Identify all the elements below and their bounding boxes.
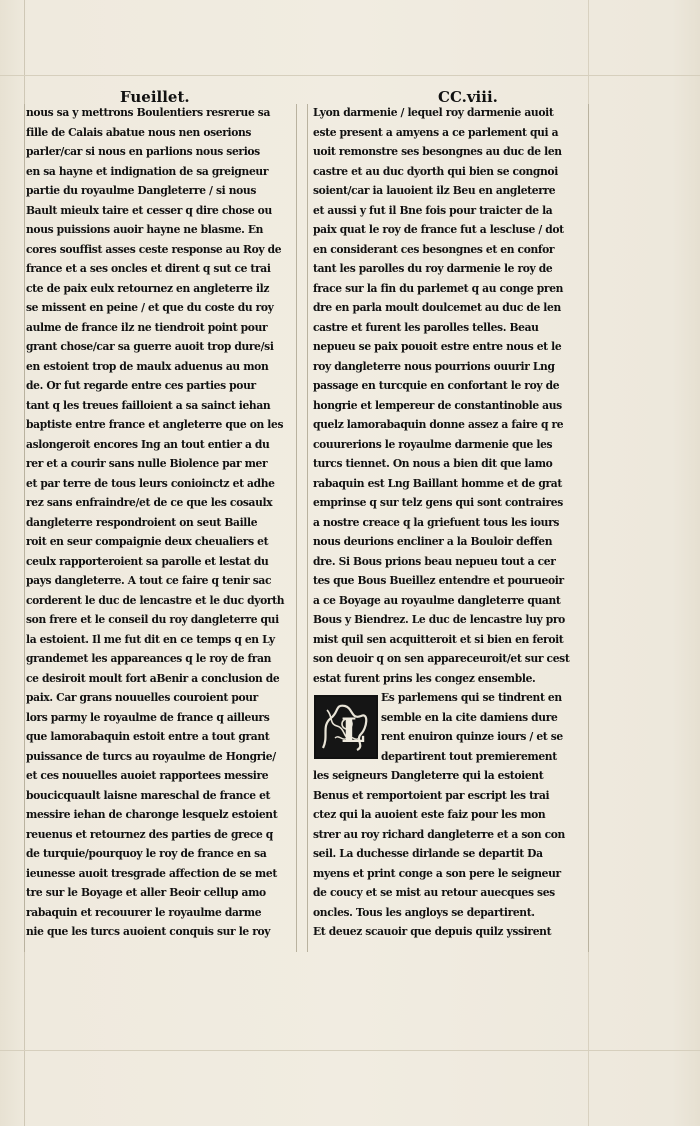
text-line: aslongeroit encores Ing an tout entier a du	[26, 437, 270, 451]
text-line: les seigneurs Dangleterre qui la estoient	[313, 769, 544, 782]
text-line: aulme de france ilz ne tiendroit point pour	[26, 320, 268, 334]
text-line: tant les parolles du roy darmenie le roy de	[313, 262, 553, 275]
text-line: ce desiroit moult fort aBenir a conclusion de	[26, 671, 280, 685]
text-line: tre sur le Boyage et aller Beoir cellup amo	[26, 886, 266, 899]
text-line: soient/car ia lauoient ilz Beu en angleterre	[313, 184, 556, 197]
text-line: quelz lamorabaquin donne assez a faire q re	[313, 418, 564, 431]
text-line: tes que Bous Bueillez entendre et pourueoir	[313, 574, 564, 587]
text-line: en estoient trop de maulx aduenus au mon	[26, 359, 269, 373]
text-line: dangleterre respondroient on seut Baille	[26, 515, 258, 529]
text-line: roit en seur compaignie deux cheualiers et	[26, 535, 269, 548]
text-line: ceulx rapporteroient sa parolle et lestat du	[26, 554, 269, 568]
middle-column-rule-b	[307, 104, 308, 952]
text-line: a ce Boyage au royaulme dangleterre quant	[313, 593, 561, 607]
text-line: et par terre de tous leurs conioinctz et adhe	[26, 476, 275, 490]
left-text-column	[26, 103, 298, 942]
text-line: ieunesse auoit tresgrade affection de se met	[26, 866, 277, 880]
text-line: boucicquault laisne mareschal de france et	[26, 788, 271, 802]
text-line: strer au roy richard dangleterre et a son con	[313, 827, 565, 841]
text-line: oncles. Tous les angloys se departirent.	[313, 905, 535, 919]
text-line: castre et au duc dyorth qui bien se congnoi	[313, 164, 558, 178]
text-line: Es parlemens qui se tindrent en	[381, 691, 562, 704]
text-line: Bous y Biendrez. Le duc de lencastre luy pro	[313, 613, 565, 626]
right-folio-heading: CC.viii.	[438, 88, 498, 106]
text-line: passage en turcquie en confortant le roy de	[313, 379, 560, 392]
ornament-icon	[317, 698, 375, 756]
text-line: son frere et le conseil du roy dangleterre qui	[26, 613, 279, 626]
margin-guide-top	[0, 75, 700, 76]
text-line: messire iehan de charonge lesquelz estoient	[26, 808, 278, 821]
text-line: castre et furent les parolles telles. Beau	[313, 320, 539, 334]
text-line: rer et a courir sans nulle Biolence par mer	[26, 457, 268, 470]
text-line: dre. Si Bous prions beau nepueu tout a cer	[313, 554, 556, 568]
text-line: dre en parla moult doulcemet au duc de len	[313, 301, 561, 314]
text-line: ctez qui la auoient este faiz pour les mon	[313, 808, 546, 821]
text-line: frace sur la fin du parlemet q au conge pren	[313, 281, 564, 295]
text-line: Benus et remportoient par escript les trai	[313, 788, 550, 802]
text-line: grant chose/car sa guerre auoit trop dure/si	[26, 340, 274, 353]
text-line: emprinse q sur telz gens qui sont contraires	[313, 496, 563, 509]
decorated-initial	[314, 695, 378, 759]
text-line: et aussi y fut il Bne fois pour traicter de la	[313, 203, 553, 217]
margin-guide-bottom	[0, 1050, 700, 1051]
text-line: semble en la cite damiens dure	[381, 710, 558, 724]
text-line: partie du royaulme Dangleterre / si nous	[26, 184, 256, 197]
text-line: nous deurions encliner a la Bouloir deffen	[313, 535, 553, 548]
text-line: nie que les turcs auoient conquis sur le roy	[26, 925, 271, 938]
text-line: a nostre creace q la griefuent tous les iours	[313, 515, 560, 529]
text-line: se missent en peine / et que du coste du roy	[26, 301, 274, 314]
text-line: estat furent prins les congez ensemble.	[313, 671, 536, 685]
text-line: rez sans enfraindre/et de ce que les cosaulx	[26, 496, 273, 509]
text-line: uoit remonstre ses besongnes au duc de len	[313, 145, 562, 158]
text-line: seil. La duchesse dirlande se departit Da	[313, 847, 543, 860]
text-line: et ces nouuelles auoiet rapportees messire	[26, 769, 269, 782]
text-line: hongrie et lempereur de constantinoble aus	[313, 398, 562, 412]
text-line: departirent tout premierement	[381, 749, 557, 763]
left-folio-heading: Fueillet.	[120, 88, 190, 106]
text-line: rabaquin est Lng Baillant homme et de grat	[313, 476, 562, 490]
text-line: corderent le duc de lencastre et le duc dyorth	[26, 593, 285, 607]
text-line: Lyon darmenie / lequel roy darmenie auoit	[313, 106, 554, 119]
text-line: paix quat le roy de france fut a lescluse / dot	[313, 223, 564, 236]
text-line: nepueu se paix pouoit estre entre nous et le	[313, 340, 562, 353]
text-line: Bault mieulx taire et cesser q dire chose ou	[26, 203, 272, 217]
text-line: de. Or fut regarde entre ces parties pour	[26, 379, 256, 392]
text-line: roy dangleterre nous pourrions ouurir Lng	[313, 359, 555, 373]
text-line: parler/car si nous en parlions nous serios	[26, 145, 260, 158]
text-line: turcs tiennet. On nous a bien dit que lamo	[313, 457, 553, 470]
text-line: rent enuiron quinze iours / et se	[381, 730, 563, 743]
text-line: son deuoir q on sen appareceuroit/et sur cest	[313, 652, 570, 665]
text-line: Et deuez scauoir que depuis quilz yssirent	[313, 925, 552, 938]
left-column-rule	[24, 104, 25, 952]
text-line: tant q les treues failloient a sa sainct iehan	[26, 398, 271, 412]
drop-cap-letter: L	[341, 711, 365, 751]
text-line: rabaquin et recouurer le royaulme darme	[26, 905, 262, 919]
right-column-rule	[588, 104, 589, 952]
text-line: baptiste entre france et angleterre que on les	[26, 418, 284, 431]
text-line: de turquie/pourquoy le roy de france en sa	[26, 847, 267, 860]
text-line: puissance de turcs au royaulme de Hongrie/	[26, 749, 276, 763]
text-line: en sa hayne et indignation de sa greigneur	[26, 164, 269, 178]
text-line: france et a ses oncles et dirent q sut ce trai	[26, 262, 271, 275]
text-line: este present a amyens a ce parlement qui a	[313, 125, 559, 139]
text-line: mist quil sen acquitteroit et si bien en feroit	[313, 632, 564, 646]
text-line: myens et print conge a son pere le seigneur	[313, 866, 561, 880]
text-line: couurerions le royaulme darmenie que les	[313, 437, 553, 451]
text-line: nous puissions auoir hayne ne blasme. En	[26, 223, 264, 236]
text-line: de coucy et se mist au retour auecques ses	[313, 886, 555, 899]
text-line: pays dangleterre. A tout ce faire q tenir sac	[26, 574, 272, 587]
text-line: cte de paix eulx retournez en angleterre ilz	[26, 281, 270, 295]
text-line: grandemet les appareances q le roy de fran	[26, 652, 272, 665]
text-line: fille de Calais abatue nous nen oserions	[26, 125, 252, 139]
text-line: paix. Car grans nouuelles couroient pour	[26, 691, 258, 704]
text-line: en considerant ces besongnes et en confor	[313, 242, 555, 256]
text-line: cores souffist asses ceste response au Roy de	[26, 242, 282, 256]
right-text-column	[313, 103, 585, 942]
text-line: la estoient. Il me fut dit en ce temps q en Ly	[26, 632, 275, 646]
text-line: nous sa y mettrons Boulentiers resrerue sa	[26, 106, 271, 119]
text-line: que lamorabaquin estoit entre a tout grant	[26, 730, 270, 743]
text-line: lors parmy le royaulme de france q ailleurs	[26, 710, 270, 724]
text-line: reuenus et retournez des parties de grece q	[26, 827, 273, 841]
